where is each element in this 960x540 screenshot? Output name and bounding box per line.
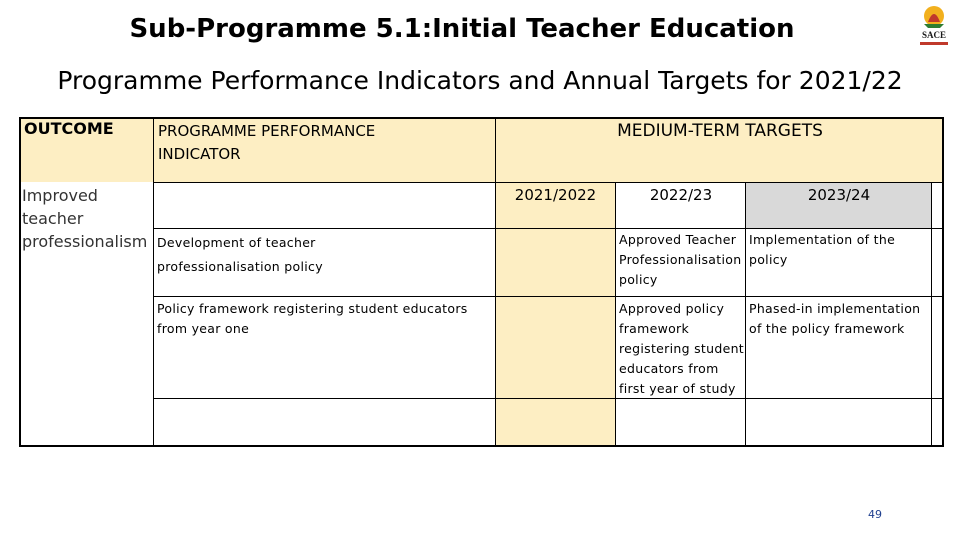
outcome-header: OUTCOME	[24, 119, 114, 138]
table-divider	[931, 182, 932, 446]
table-border	[19, 117, 21, 447]
year-2023-header: 2023/24	[807, 186, 871, 204]
target-2022-row-2: Approved policy framework registering student educators from first year of study	[619, 301, 744, 396]
target-2023-row-2: Phased-in implementation of the policy framework	[749, 301, 921, 336]
indicator-header: PROGRAMME PERFORMANCE INDICATOR	[158, 122, 376, 163]
logo-text: SACE	[921, 30, 947, 40]
page-number: 49	[868, 508, 882, 521]
table-divider	[615, 182, 616, 446]
slide-subtitle: Programme Performance Indicators and Annual Targets for 2021/22	[57, 66, 903, 95]
table-divider	[745, 182, 746, 446]
table-border	[19, 445, 944, 447]
target-2023-row-1: Implementation of the policy	[749, 232, 896, 267]
slide-title: Sub-Programme 5.1:Initial Teacher Education	[129, 14, 795, 44]
table-divider	[153, 398, 943, 399]
outcome-value: Improved teacher professionalism	[22, 186, 148, 251]
year-2021-column-fill	[496, 182, 615, 446]
indicator-row-2: Policy framework registering student educators from year one	[157, 301, 468, 336]
sace-logo	[910, 2, 958, 50]
table-border	[19, 117, 944, 119]
indicator-row-1: Development of teacher professionalisation policy	[157, 235, 323, 274]
medium-term-targets-header: MEDIUM-TERM TARGETS	[617, 121, 823, 141]
table-divider	[153, 182, 943, 183]
table-divider	[153, 296, 943, 297]
year-2022-header: 2022/23	[649, 186, 713, 204]
year-2021-header: 2021/2022	[514, 186, 597, 204]
table-divider	[153, 228, 943, 229]
target-2022-row-1: Approved Teacher Professionalisation policy	[619, 232, 742, 287]
